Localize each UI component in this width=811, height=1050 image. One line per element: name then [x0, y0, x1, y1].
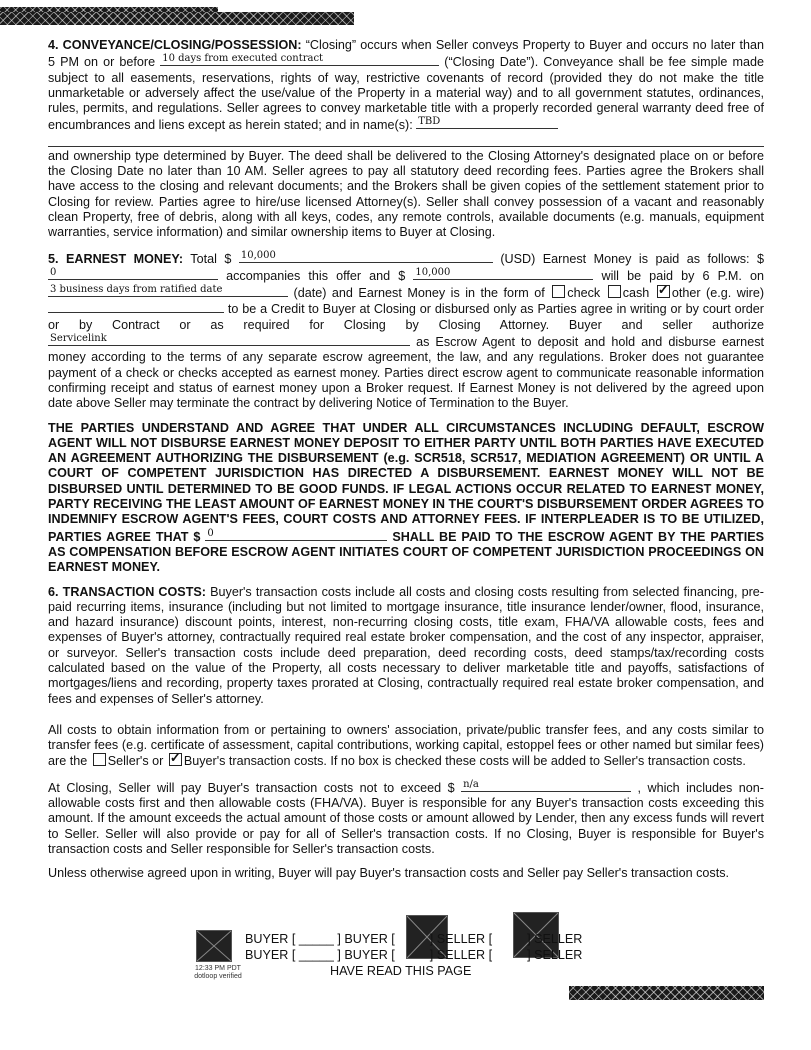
section-6-default: Unless otherwise agreed upon in writing, Buyer will pay Buyer's transaction costs and Seller pay Seller's transaction costs. [48, 866, 729, 881]
earnest-form-other-field[interactable] [48, 301, 224, 313]
dotloop-stamp: 12:33 PM PDT dotloop verified [194, 965, 242, 980]
earnest-date-field[interactable]: 3 business days from ratified date [48, 284, 288, 297]
escrow-agent-field[interactable]: Servicelink [48, 333, 410, 346]
seller-costs-checkbox[interactable] [93, 753, 106, 766]
initials-row-1: BUYER [ _____ ] BUYER [ ] SELLER [ ] SELLER [245, 932, 583, 946]
redaction-bar-top [0, 12, 354, 25]
escrow-disclaimer: THE PARTIES UNDERSTAND AND AGREE THAT UNDER ALL CIRCUMSTANCES INCLUDING DEFAULT, ESCROW AGENT WILL NOT DISBURSE EARNEST MONEY DEPOSIT TO EITHER PARTY UNTIL BOTH PARTIES HAVE EXECUTED AN AGREEMENT AUTHORIZING THE DISBURSEMENT (e.g. SCR518, SCR517, MEDIATION AGREEMENT) OR UNTIL A COURT OF COMPETENT JURISDICTION HAS DIRECTED A DISBURSEMENT. EARNEST MONEY WILL NOT BE DISBURSED UNTIL DETERMINED TO BE GOOD FUNDS. IF LEGAL ACTIONS OCCUR RELATED TO EARNEST MONEY, PARTY RECEIVING THE LEAST AMOUNT OF EARNEST MONEY IN THE COURT'S DISBURSEMENT ORDER AGREES TO INDEMNIFY ESCROW AGENT'S FEES, COURT COSTS AND ATTORNEY FEES. IF INTERPLEADER IS TO BE UTILIZED, PARTIES AGREE THAT $ 0 SHALL BE PAID TO THE ESCROW AGENT BY THE PARTIES AS COMPENSATION BEFORE ESCROW AGENT INITIATES COURT OF COMPETENT JURISDICTION PROCEEDINGS ON EARNEST MONEY. [48, 420, 764, 575]
closing-date-field[interactable]: 10 days from executed contract [160, 53, 439, 66]
earnest-total-field[interactable]: 10,000 [239, 250, 493, 263]
initials-row-2: BUYER [ _____ ] BUYER [ ] SELLER [ ] SELLER [245, 948, 583, 962]
contract-page [48, 38, 764, 891]
seller-contribution-field[interactable]: n/a [461, 779, 631, 792]
earnest-later-field[interactable]: 10,000 [413, 267, 593, 280]
section-4: 4. CONVEYANCE/CLOSING/POSSESSION: “Closing” occurs when Seller conveys Property to Buyer and occurs no later than 5 PM on or before 10 days from executed contract (“Closing Date”). Conveyance shall be fee simple made subject to all easements, reservations, rights of way, restrictive covenants of record (provided they do not make the title unmarketable or adversely affect the use/value of the Property in a material way) and to all government statutes, ordinances, rules, permits, and regulations. Seller agrees to convey marketable title with a properly recorded general warranty deed free of encumbrances and liens except as herein stated; and in name(s): TBD and ownership type determined by Buyer. The deed shall be delivered to the Closing Attorney's designated place on or before the Closing Date no later than 10 AM. Seller agrees to pay all statutory deed recording fees. Parties agree the Brokers shall have access to the closing and relevant documents; and the Brokers shall be given copies of the settlement statement prior to Closing for review. Parties agree to hire/use licensed Attorney(s). Seller shall convey possession of a vacant and reasonably clean Property, free of debris, along with all keys, codes, any remote controls, available documents (e.g. manuals, equipment warranties, service information) and similar ownership items to Buyer at Closing. [48, 38, 765, 240]
section-5-heading: 5. EARNEST MONEY: [48, 251, 184, 266]
redacted-initial-icon [197, 931, 231, 961]
section-6-owners-association: All costs to obtain information from or pertaining to owners' association, private/public transfer fees, and any costs similar to transfer fees (e.g. certificate of assessment, capital contributions, working capital, estoppel fees or other named but similar fees) are the Seller's or ✓ Buyer's transaction costs. If no box is checked these costs will be added to Seller's transaction costs. [48, 723, 764, 770]
have-read-label: HAVE READ THIS PAGE [330, 964, 472, 978]
check-checkbox[interactable] [552, 285, 565, 298]
grantee-names-field[interactable]: TBD [416, 116, 558, 129]
other-checkbox[interactable] [657, 285, 670, 298]
interpleader-fee-field[interactable]: 0 [205, 528, 387, 541]
earnest-accompanies-field[interactable]: 0 [48, 267, 218, 280]
buyer-costs-checkbox[interactable] [169, 753, 182, 766]
cash-checkbox[interactable] [608, 285, 621, 298]
grantee-names-line[interactable] [48, 136, 764, 147]
redaction-bar-bottom [569, 986, 764, 1000]
section-4-heading: 4. CONVEYANCE/CLOSING/POSSESSION: [48, 38, 302, 52]
section-5: 5. EARNEST MONEY: Total $ 10,000 (USD) Earnest Money is paid as follows: $ 0 accompanies this offer and $ 10,000 will be paid by 6 P.M. on 3 business days from ratified date (date) and Earnest Money is in the form of check cash ✓ other (e.g. wire) to be a Credit to Buyer at Closing or disbursed only as Parties agree in writing or by court order or by Contract or as required for Closing by Closing Attorney. Buyer and seller authorize Servicelink as Escrow Agent to deposit and hold and disburse earnest money according to the terms of any separate escrow agreement, the law, and any regulations. Broker does not guarantee payment of a check or checks accepted as earnest money. Parties direct escrow agent to communicate reasonable information confirming receipt and status of earnest money upon a Broker request. If Earnest Money is not delivered by the agreed upon date above Seller may terminate the contract by delivering Notice of Termination to the Buyer. [48, 250, 764, 412]
section-6-seller-contribution: At Closing, Seller will pay Buyer's transaction costs not to exceed $ n/a , which includes non-allowable costs first and then allowable costs (FHA/VA). Buyer is responsible for any Buyer's transaction costs exceeding this amount. If the amount exceeds the actual amount of those costs or amount allowed by Lender, then any excess funds will revert to Seller. Seller will also provide or pay for all of Seller's transaction costs. If no Closing, Buyer is responsible for Buyer's transaction costs and Seller responsible for Seller's transaction costs. [48, 778, 764, 856]
initial-box-buyer-signed[interactable] [196, 930, 232, 962]
section-6-heading: 6. TRANSACTION COSTS: [48, 584, 206, 599]
section-6: 6. TRANSACTION COSTS: Buyer's transaction costs include all costs and closing costs resulting from selected financing, pre-paid recurring items, insurance (including but not limited to mortgage insurance, title insurance lender/owner, flood, insurance, and hazard insurance) discount points, interest, non-recurring closing costs, title exam, FHA/VA allowable costs, fees and expenses of Buyer's attorney, contractually required real estate broker compensation, and the cost of any inspector, appraiser, or surveyor. Seller's transaction costs include deed preparation, deed recording costs, deed stamps/tax/recording costs calculated based on the value of the Property, all costs necessary to deliver marketable title and payoffs, satisfactions of mortgages/liens and recording, property taxes prorated at Closing, contractually required real estate broker compensation, and fees and expenses of Seller's attorney. [48, 584, 764, 706]
